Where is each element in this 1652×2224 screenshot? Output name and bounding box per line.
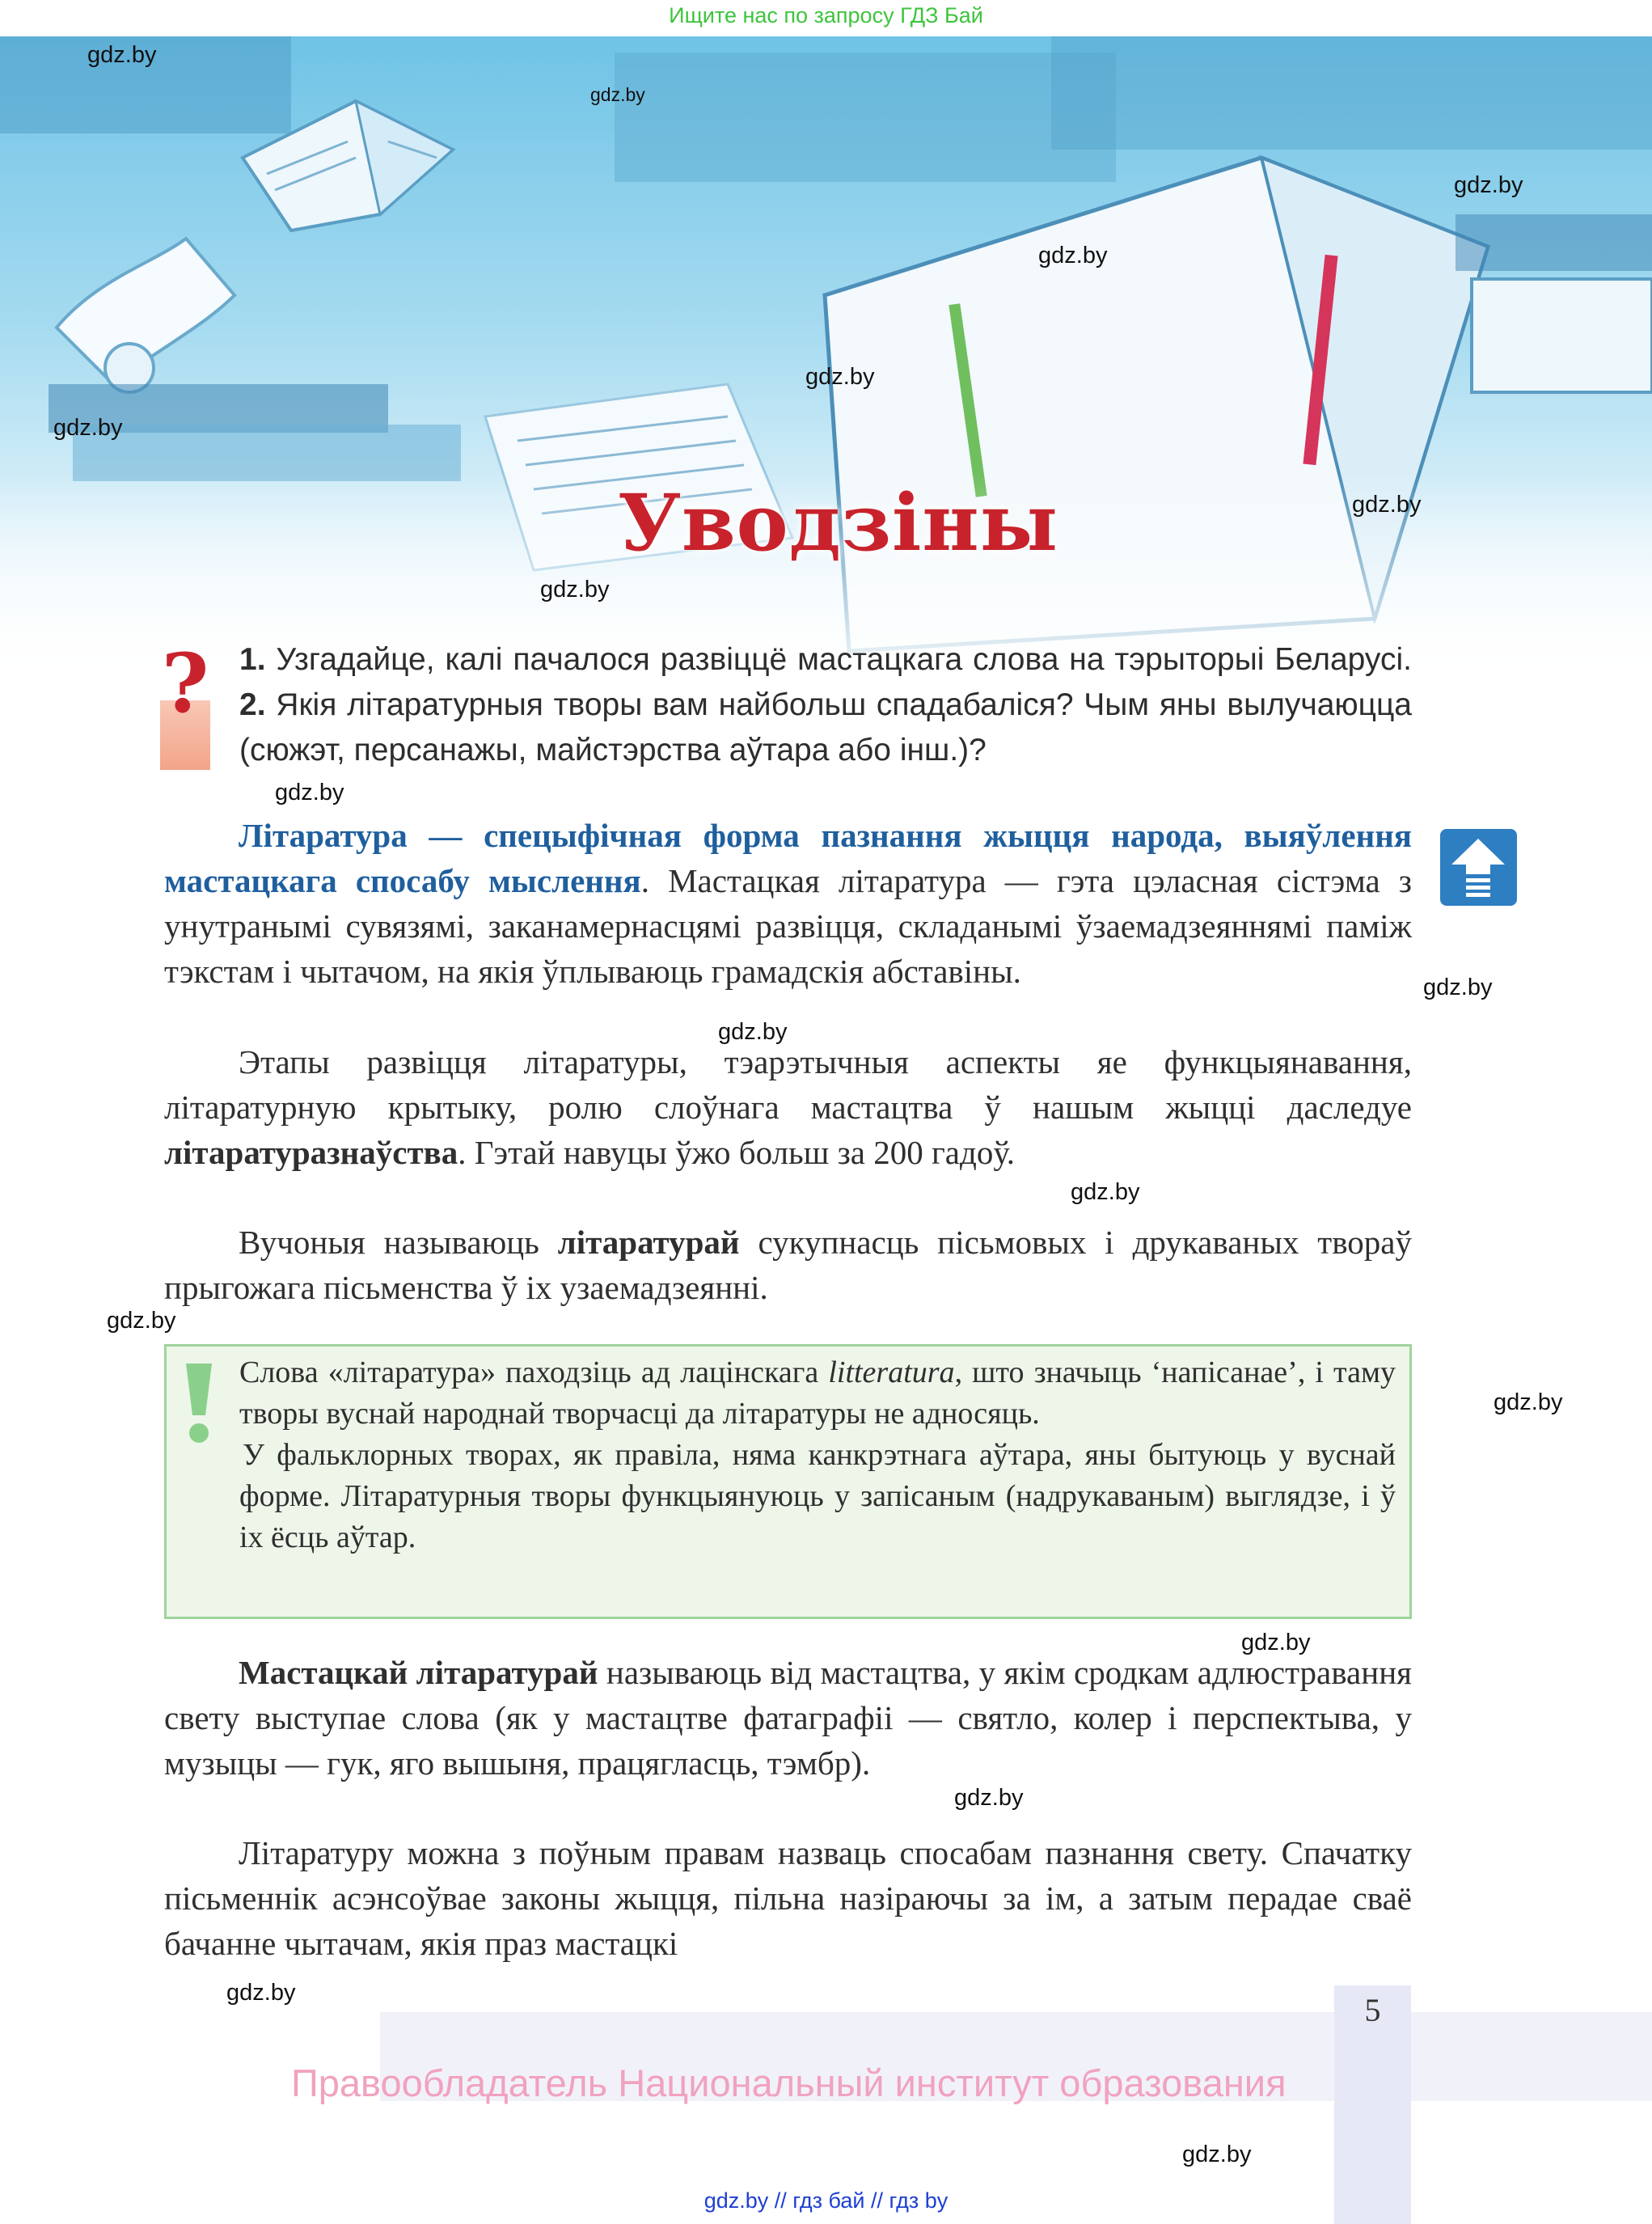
- paragraph: [164, 1039, 1412, 1175]
- paragraph: [164, 1650, 1412, 1786]
- watermark: gdz.by: [1454, 172, 1523, 198]
- question-text: Узгадайце, калі пачалося развіццё мастацкага слова на тэрыторыі Беларусі.: [265, 642, 1412, 677]
- watermark: gdz.by: [805, 364, 875, 390]
- note-paragraph: [239, 1352, 1396, 1435]
- paragraph-text: называюць від мастацтва, у якім сродкам адлюстравання свету выступае слова (як у мастацтве фатаграфіі — святло, колер і перспектыва, у музыцы — гук, яго вышыня, працягласць, тэмбр).: [164, 1654, 1412, 1782]
- watermark: gdz.by: [540, 577, 610, 603]
- latin-word: litteratura: [828, 1355, 955, 1389]
- watermark: gdz.by: [1182, 2142, 1252, 2167]
- watermark: gdz.by: [1071, 1179, 1140, 1205]
- question-number: 1.: [239, 642, 266, 677]
- question-number: 2.: [239, 687, 266, 722]
- svg-text:?: ?: [161, 647, 209, 731]
- header-illustration: [0, 36, 1652, 683]
- paragraph-text: . Мастацкая літаратура — гэта цэласная сістэма з унутранымі сувязямі, заканамернасцямі развіцця, складанымі ўзаемадзеяннямі паміж тэкстам і чытачом, на якія ўплываюць грамадскія абставіны.: [164, 862, 1412, 990]
- watermark: gdz.by: [87, 42, 157, 68]
- paragraph: [164, 813, 1412, 994]
- watermark: gdz.by: [275, 780, 344, 805]
- term-bold: літаратуразнаўства: [164, 1134, 458, 1171]
- paragraph-text: Вучоныя называюць: [239, 1224, 558, 1261]
- page-number: 5: [1364, 1992, 1381, 2028]
- arrow-up-icon[interactable]: [1440, 829, 1517, 906]
- watermark: gdz.by: [107, 1308, 176, 1334]
- question-mark-icon: [160, 647, 210, 770]
- watermark: gdz.by: [718, 1019, 788, 1045]
- note-text: [239, 1352, 1396, 1558]
- definition-text: Літаратура — спецыфічная форма пазнання жыцця народа, выяўлення мастацкага спосабу мыслення: [164, 817, 1412, 899]
- paragraph-text: . Гэтай навуцы ўжо больш за 200 гадоў.: [458, 1134, 1015, 1171]
- note-paragraph: У фальклорных творах, як правіла, няма канкрэтнага аўтара, яны бытуюць у вуснай форме. Літаратурныя творы функцыянуюць у запісаным (надрукаваным) выглядзе, і ў іх ёсць аўтар.: [239, 1438, 1396, 1554]
- questions-block: [239, 637, 1412, 773]
- note-span: , што значыць ‘напісанае’, і таму творы вуснай народнай творчасці да літаратуры не адносяць.: [239, 1355, 1396, 1431]
- page-title: Уводзіны: [618, 477, 1058, 569]
- watermark: gdz.by: [1423, 975, 1493, 1000]
- paragraph: [164, 1220, 1412, 1310]
- watermark: gdz.by: [954, 1785, 1024, 1811]
- term-bold: Мастацкай літаратурай: [239, 1654, 598, 1691]
- watermark: gdz.by: [53, 415, 123, 441]
- question-text: Якія літаратурныя творы вам найбольш спадабаліся? Чым яны вылучаюцца (сюжэт, персанажы, майстэрства аўтара або інш.)?: [239, 687, 1412, 767]
- bottom-links[interactable]: gdz.by // гдз бай // гдз by: [703, 2188, 949, 2213]
- paragraph: [164, 1830, 1412, 1966]
- watermark: gdz.by: [1352, 492, 1422, 518]
- watermark: gdz.by: [226, 1980, 296, 2006]
- copyright-text: Правообладатель Национальный институт образования: [291, 2061, 1287, 2104]
- term-bold: літаратурай: [557, 1224, 740, 1261]
- watermark: gdz.by: [1494, 1389, 1563, 1415]
- watermark: gdz.by: [590, 84, 645, 105]
- paragraph-text: сукупнасць пісьмовых і друкаваных твораў прыгожага пісьменства ў іх узаемадзеянні.: [164, 1224, 1412, 1306]
- watermark: gdz.by: [1038, 243, 1108, 268]
- top-banner-text[interactable]: Ищите нас по запросу ГДЗ Бай: [669, 3, 983, 27]
- paragraph-text: Этапы развіцця літаратуры, тэарэтычныя аспекты яе функцыянавання, літаратурную крытыку, ролю слоўнага мастацтва ў нашым жыцці даследуе: [164, 1043, 1412, 1126]
- note-span: Слова «літаратура» паходзіць ад лацінскага: [239, 1355, 829, 1389]
- watermark: gdz.by: [1241, 1630, 1311, 1655]
- paragraph-text: Літаратуру можна з поўным правам назваць спосабам пазнання свету. Спачатку пісьменнік асэнсоўвае законы жыцця, пільна назіраючы за ім, а затым перадае сваё бачанне чытачам, якія праз мастацкі: [164, 1834, 1412, 1962]
- exclamation-icon: [180, 1359, 218, 1448]
